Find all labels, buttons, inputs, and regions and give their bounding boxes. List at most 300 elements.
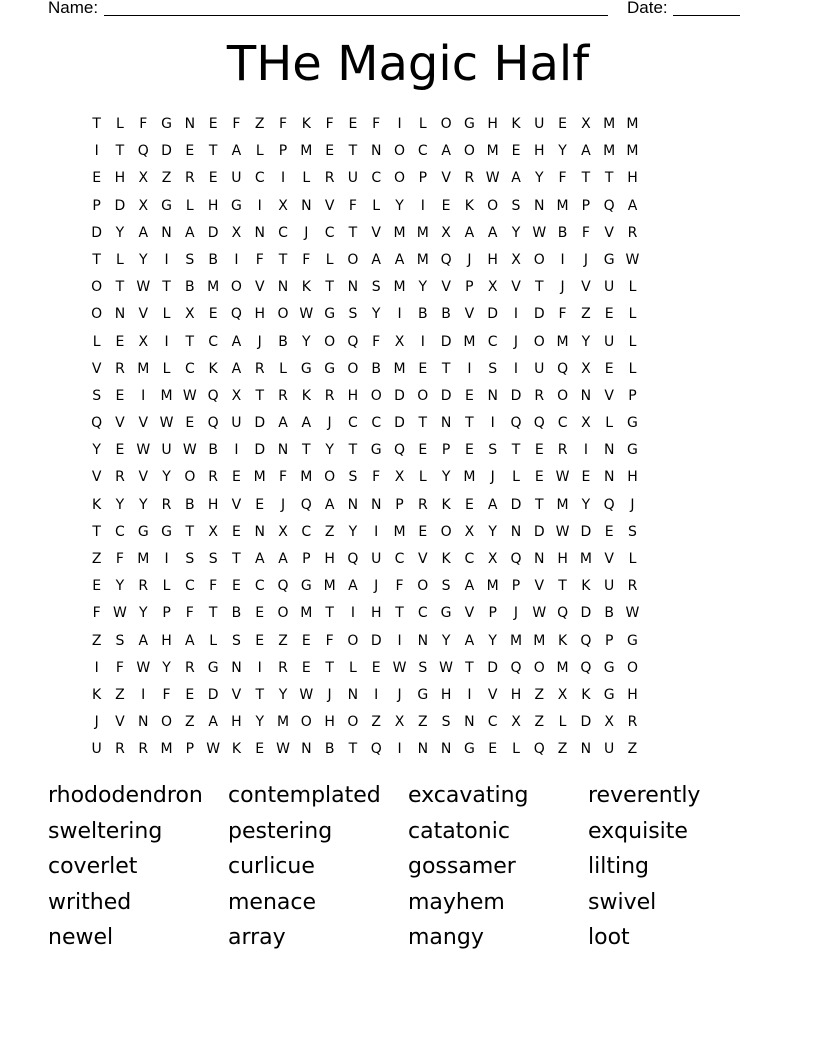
grid-letter: C — [184, 360, 195, 377]
grid-letter: Y — [115, 578, 125, 595]
grid-letter: Q — [207, 415, 219, 432]
grid-letter: V — [91, 469, 102, 486]
word-list-item: mangy — [408, 925, 484, 951]
grid-letter: V — [487, 686, 498, 703]
grid-letter: S — [115, 632, 125, 649]
grid-letter: I — [467, 360, 472, 377]
grid-letter: A — [278, 415, 288, 432]
grid-letter: N — [277, 279, 289, 296]
grid-letter: D — [580, 714, 592, 731]
grid-letter: O — [91, 279, 103, 296]
grid-letter: I — [583, 442, 588, 459]
grid-letter: E — [232, 523, 241, 540]
grid-letter: O — [230, 279, 242, 296]
grid-letter: Y — [348, 523, 358, 540]
grid-letter: H — [231, 714, 242, 731]
grid-letter: B — [208, 251, 218, 268]
grid-letter: X — [185, 306, 195, 323]
grid-letter: V — [511, 279, 521, 296]
word-list-item: exquisite — [588, 818, 688, 844]
grid-letter: U — [91, 741, 102, 758]
grid-letter: D — [533, 306, 545, 323]
grid-letter: Z — [371, 714, 381, 731]
grid-letter: F — [115, 551, 124, 567]
grid-letter: R — [138, 578, 149, 595]
grid-letter: Y — [325, 442, 334, 459]
grid-letter: T — [418, 415, 428, 432]
grid-letter: G — [627, 442, 638, 459]
grid-letter: B — [278, 333, 288, 350]
grid-letter: L — [209, 632, 218, 649]
grid-letter: W — [182, 387, 197, 404]
grid-letter: D — [394, 387, 405, 404]
grid-letter: C — [464, 551, 475, 567]
grid-letter: E — [208, 306, 218, 323]
grid-letter: J — [94, 714, 99, 731]
grid-letter: Y — [138, 496, 148, 513]
grid-letter: D — [580, 605, 592, 622]
grid-letter: U — [231, 415, 242, 432]
grid-letter: N — [161, 224, 172, 241]
grid-letter: Z — [534, 714, 545, 731]
grid-letter: O — [417, 387, 429, 404]
grid-letter: N — [417, 741, 429, 758]
grid-letter: A — [464, 224, 475, 241]
grid-letter: N — [417, 632, 429, 649]
grid-letter: E — [534, 469, 544, 486]
grid-letter: O — [533, 333, 545, 350]
grid-letter: X — [581, 360, 591, 377]
word-list-item: rhododendron — [48, 783, 203, 808]
grid-letter: N — [347, 279, 359, 296]
grid-letter: F — [278, 469, 288, 486]
grid-letter: F — [232, 116, 241, 132]
grid-letter: U — [604, 333, 615, 350]
grid-letter: I — [513, 360, 519, 377]
grid-letter: R — [208, 469, 218, 486]
grid-letter: O — [487, 197, 499, 214]
grid-letter: M — [160, 387, 173, 404]
grid-letter: L — [628, 333, 637, 350]
grid-letter: X — [231, 224, 242, 241]
grid-letter: T — [535, 496, 544, 513]
grid-letter: B — [371, 360, 382, 377]
grid-letter: M — [603, 116, 616, 132]
grid-letter: N — [138, 714, 149, 731]
grid-letter: T — [255, 686, 264, 703]
grid-letter: T — [208, 605, 218, 622]
grid-letter: L — [628, 551, 637, 567]
grid-letter: W — [113, 605, 127, 622]
grid-letter: S — [348, 306, 358, 323]
grid-letter: I — [374, 686, 379, 703]
grid-letter: T — [348, 224, 358, 241]
grid-letter: M — [416, 251, 429, 268]
grid-letter: S — [92, 387, 102, 404]
grid-letter: K — [301, 387, 311, 404]
grid-letter: H — [627, 170, 638, 187]
grid-letter: X — [394, 714, 405, 731]
grid-letter: R — [184, 170, 195, 187]
grid-letter: Q — [230, 306, 242, 323]
grid-letter: E — [418, 523, 428, 540]
grid-letter: D — [254, 415, 266, 432]
grid-letter: Y — [115, 496, 125, 513]
grid-letter: O — [324, 333, 336, 350]
grid-letter: Y — [278, 686, 288, 703]
grid-letter: S — [488, 360, 498, 377]
grid-letter: O — [324, 469, 336, 486]
grid-letter: Z — [324, 523, 335, 540]
grid-letter: D — [487, 659, 499, 676]
grid-letter: W — [182, 442, 197, 459]
grid-letter: W — [136, 442, 151, 459]
grid-letter: G — [300, 578, 312, 595]
grid-letter: K — [92, 686, 102, 703]
grid-letter: M — [300, 605, 313, 622]
grid-letter: Y — [488, 632, 497, 649]
grid-letter: S — [208, 551, 218, 567]
grid-letter: G — [161, 116, 172, 132]
grid-letter: M — [463, 469, 476, 486]
grid-letter: F — [209, 578, 218, 595]
grid-letter: G — [603, 686, 615, 703]
grid-letter: G — [161, 523, 172, 540]
grid-letter: H — [347, 387, 359, 404]
grid-letter: Y — [535, 170, 544, 187]
grid-letter: E — [301, 632, 311, 649]
grid-letter: F — [92, 605, 101, 622]
grid-letter: H — [370, 605, 382, 622]
grid-letter: M — [253, 469, 266, 486]
grid-letter: L — [512, 741, 520, 758]
grid-letter: S — [488, 442, 498, 459]
grid-letter: H — [510, 686, 522, 703]
grid-letter: T — [92, 251, 101, 268]
grid-letter: V — [441, 170, 451, 187]
grid-letter: M — [626, 116, 639, 132]
grid-letter: L — [628, 306, 637, 323]
grid-letter: U — [604, 741, 615, 758]
word-list-item: coverlet — [48, 854, 138, 880]
grid-letter: M — [486, 143, 499, 160]
grid-letter: C — [208, 333, 219, 350]
grid-letter: G — [370, 442, 382, 459]
word-list-item: mayhem — [408, 889, 505, 915]
grid-letter: D — [510, 496, 522, 513]
grid-letter: W — [136, 279, 151, 296]
name-line[interactable] — [104, 15, 608, 16]
grid-letter: W — [136, 659, 151, 676]
grid-letter: E — [115, 442, 125, 459]
grid-letter: H — [627, 469, 638, 486]
grid-letter: N — [301, 741, 312, 758]
grid-letter: T — [581, 170, 591, 187]
grid-letter: Q — [510, 659, 522, 676]
grid-letter: M — [137, 360, 150, 377]
grid-letter: O — [533, 251, 545, 268]
grid-letter: Q — [137, 143, 149, 160]
grid-letter: Q — [603, 496, 615, 513]
grid-letter: H — [324, 551, 335, 567]
grid-letter: M — [556, 333, 569, 350]
grid-letter: S — [628, 523, 637, 540]
grid-letter: D — [533, 523, 545, 540]
grid-letter: R — [324, 387, 335, 404]
name-label: Name: — [48, 0, 99, 17]
grid-letter: B — [185, 279, 195, 296]
grid-letter: I — [257, 659, 262, 676]
grid-letter: P — [418, 170, 428, 187]
grid-letter: E — [232, 469, 241, 486]
grid-letter: C — [324, 224, 335, 241]
grid-letter: P — [302, 551, 311, 567]
grid-letter: O — [184, 469, 196, 486]
grid-letter: M — [323, 578, 336, 595]
grid-letter: Y — [255, 714, 264, 731]
grid-letter: W — [276, 741, 290, 758]
word-list-item: swivel — [588, 889, 657, 915]
grid-letter: N — [487, 387, 498, 404]
grid-letter: I — [234, 251, 239, 268]
grid-letter: O — [300, 714, 312, 731]
grid-letter: O — [417, 578, 429, 595]
grid-letter: Z — [91, 551, 102, 567]
grid-letter: X — [581, 415, 591, 432]
grid-letter: E — [92, 578, 102, 595]
grid-letter: Y — [115, 224, 125, 241]
grid-letter: H — [254, 306, 265, 323]
date-line[interactable] — [673, 15, 740, 16]
grid-letter: J — [583, 251, 588, 268]
grid-letter: K — [301, 116, 311, 132]
grid-letter: P — [185, 741, 195, 758]
grid-letter: X — [394, 469, 405, 486]
grid-letter: W — [159, 415, 174, 432]
grid-letter: M — [509, 632, 523, 649]
grid-letter: V — [115, 714, 125, 731]
grid-letter: L — [349, 659, 357, 676]
grid-letter: L — [558, 714, 567, 731]
grid-letter: H — [627, 686, 638, 703]
word-list-item: reverently — [588, 783, 701, 808]
grid-letter: Q — [533, 741, 545, 758]
grid-letter: K — [301, 279, 311, 296]
grid-letter: G — [161, 197, 172, 214]
grid-letter: I — [397, 306, 402, 323]
grid-letter: Y — [581, 496, 591, 513]
grid-letter: A — [581, 143, 591, 160]
grid-letter: V — [371, 224, 381, 241]
grid-letter: C — [254, 578, 265, 595]
grid-letter: C — [301, 523, 312, 540]
grid-letter: M — [276, 714, 290, 731]
grid-letter: F — [185, 605, 194, 622]
grid-letter: M — [393, 279, 406, 296]
grid-letter: O — [533, 659, 545, 676]
grid-letter: L — [279, 360, 287, 377]
grid-letter: N — [440, 415, 452, 432]
word-list-item: lilting — [588, 854, 649, 880]
grid-letter: E — [115, 333, 125, 350]
grid-letter: Y — [371, 306, 381, 323]
grid-letter: H — [487, 251, 498, 268]
grid-letter: E — [604, 523, 614, 540]
grid-letter: E — [371, 659, 381, 676]
grid-letter: J — [280, 496, 286, 513]
grid-letter: T — [162, 279, 171, 296]
grid-letter: T — [325, 605, 334, 622]
grid-letter: E — [511, 143, 521, 160]
grid-letter: F — [302, 251, 311, 268]
grid-letter: Q — [347, 551, 359, 567]
grid-letter: V — [604, 387, 614, 404]
grid-letter: A — [441, 143, 451, 160]
grid-letter: N — [534, 197, 545, 214]
grid-letter: W — [555, 469, 570, 486]
grid-letter: Z — [115, 686, 125, 703]
grid-letter: X — [487, 279, 498, 296]
grid-letter: I — [94, 659, 99, 676]
grid-letter: G — [231, 197, 242, 214]
grid-letter: N — [231, 659, 242, 676]
grid-letter: E — [464, 387, 474, 404]
grid-letter: L — [512, 469, 520, 486]
grid-letter: K — [208, 360, 218, 377]
word-list-item: gossamer — [408, 854, 516, 880]
grid-letter: D — [161, 143, 172, 160]
grid-letter: T — [441, 360, 451, 377]
grid-letter: L — [162, 578, 171, 595]
header — [48, 0, 748, 20]
grid-letter: X — [604, 714, 614, 731]
grid-letter: R — [138, 741, 149, 758]
grid-letter: Z — [254, 116, 265, 132]
grid-letter: N — [254, 224, 265, 241]
grid-letter: I — [164, 551, 169, 567]
grid-letter: L — [92, 333, 101, 350]
grid-letter: X — [557, 686, 568, 703]
grid-letter: X — [138, 197, 149, 214]
grid-letter: X — [581, 116, 591, 132]
grid-letter: I — [280, 170, 286, 187]
grid-letter: I — [397, 741, 402, 758]
grid-letter: M — [393, 523, 406, 540]
grid-letter: Z — [418, 714, 428, 731]
grid-letter: F — [139, 116, 148, 132]
grid-letter: G — [627, 632, 638, 649]
grid-letter: M — [486, 578, 499, 595]
grid-letter: W — [532, 224, 547, 241]
grid-letter: G — [603, 251, 615, 268]
grid-letter: M — [556, 197, 569, 214]
grid-letter: F — [395, 578, 404, 595]
grid-letter: B — [441, 306, 451, 323]
grid-letter: O — [393, 143, 406, 160]
grid-letter: I — [141, 686, 146, 703]
grid-letter: S — [371, 279, 381, 296]
grid-letter: N — [603, 469, 615, 486]
grid-letter: E — [185, 143, 195, 160]
grid-letter: A — [185, 224, 195, 241]
grid-letter: D — [207, 686, 219, 703]
grid-letter: W — [392, 659, 407, 676]
grid-letter: H — [557, 551, 568, 567]
grid-letter: E — [464, 442, 474, 459]
grid-letter: D — [114, 197, 126, 214]
grid-letter: Z — [278, 632, 288, 649]
grid-letter: U — [347, 170, 359, 187]
grid-letter: M — [579, 551, 592, 567]
grid-letter: K — [581, 686, 591, 703]
grid-letter: P — [92, 197, 101, 214]
grid-letter: T — [185, 523, 195, 540]
grid-letter: B — [208, 442, 218, 459]
grid-letter: E — [558, 116, 568, 132]
grid-letter: R — [115, 360, 125, 377]
grid-letter: C — [348, 415, 358, 432]
grid-letter: I — [513, 306, 519, 323]
grid-letter: V — [231, 496, 242, 513]
grid-letter: O — [626, 659, 638, 676]
grid-letter: R — [278, 387, 288, 404]
grid-letter: L — [418, 469, 427, 486]
grid-letter: F — [325, 632, 334, 649]
grid-letter: M — [416, 224, 429, 241]
word-list-item: menace — [228, 889, 317, 915]
grid-letter: W — [485, 170, 500, 187]
grid-letter: Q — [533, 415, 545, 432]
grid-letter: N — [580, 387, 592, 404]
grid-letter: T — [348, 442, 358, 459]
word-list-item: contemplated — [228, 783, 381, 808]
grid-letter: H — [534, 143, 545, 160]
grid-letter: C — [254, 170, 265, 187]
grid-letter: Y — [558, 143, 567, 160]
grid-letter: H — [207, 496, 219, 513]
grid-letter: L — [185, 197, 194, 214]
grid-letter: I — [397, 632, 402, 649]
grid-letter: I — [234, 442, 239, 459]
grid-letter: E — [255, 741, 265, 758]
grid-letter: M — [207, 279, 220, 296]
grid-letter: Q — [580, 659, 592, 676]
grid-letter: X — [511, 714, 521, 731]
grid-letter: A — [324, 496, 335, 513]
grid-letter: E — [488, 741, 498, 758]
word-list — [48, 781, 768, 959]
grid-letter: V — [115, 415, 125, 432]
grid-letter: N — [580, 741, 592, 758]
grid-letter: I — [420, 197, 425, 214]
grid-letter: T — [115, 279, 125, 296]
grid-letter: J — [374, 578, 379, 595]
grid-letter: A — [464, 578, 475, 595]
grid-letter: Z — [627, 741, 638, 758]
grid-letter: L — [255, 143, 264, 160]
grid-letter: L — [302, 170, 311, 187]
grid-letter: C — [487, 714, 498, 731]
grid-letter: N — [440, 741, 452, 758]
grid-letter: A — [231, 360, 242, 377]
grid-letter: P — [488, 605, 497, 622]
grid-letter: F — [162, 686, 171, 703]
grid-letter: L — [325, 251, 334, 268]
grid-letter: Q — [557, 360, 569, 377]
grid-letter: T — [208, 143, 218, 160]
grid-letter: O — [440, 116, 452, 132]
grid-letter: T — [395, 605, 404, 622]
